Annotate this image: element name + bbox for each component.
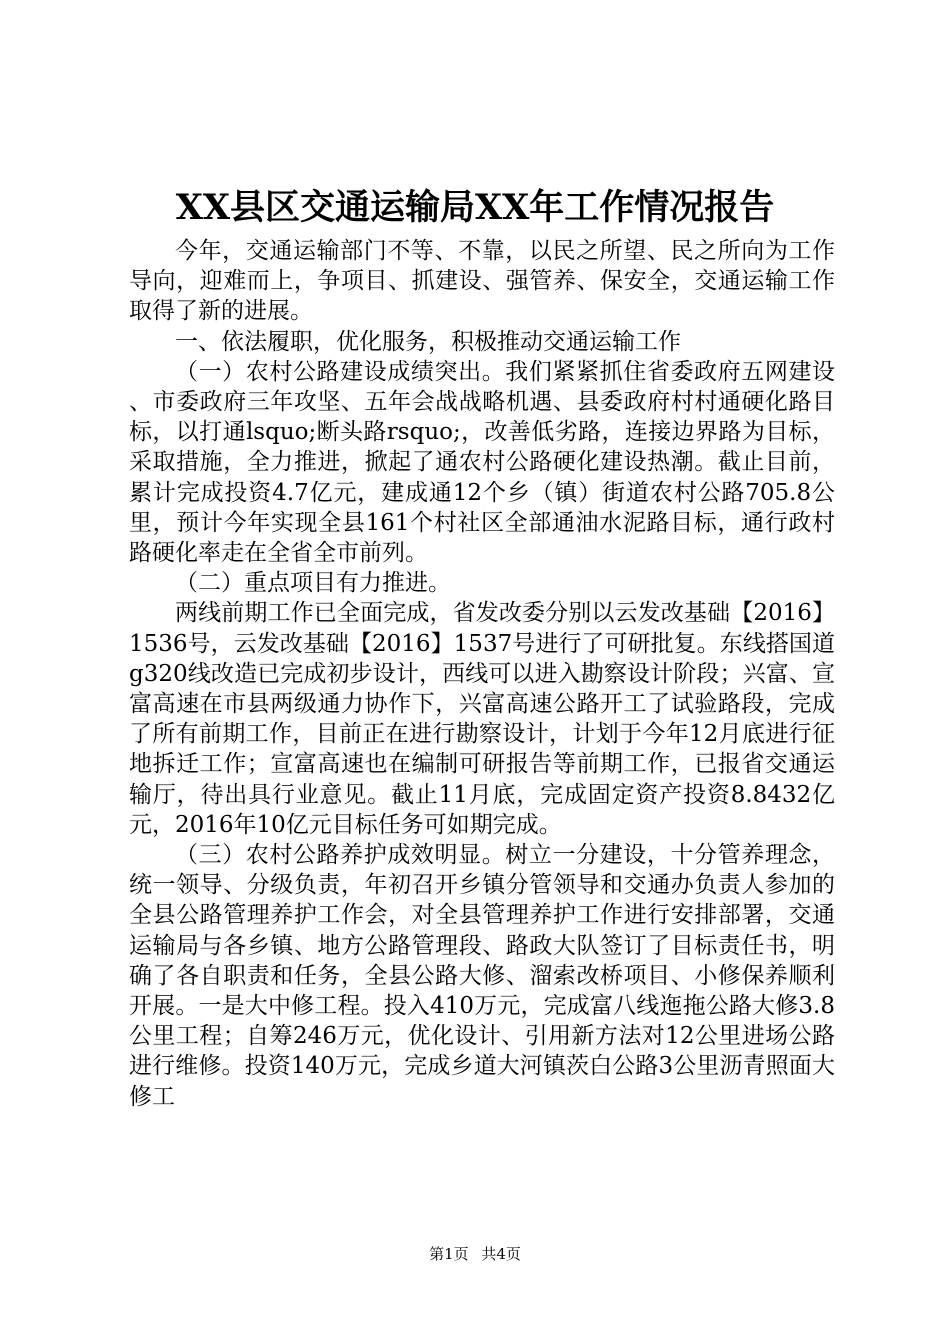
subheading-key-projects: （二）重点项目有力推进。	[175, 570, 451, 597]
paragraph-road-maintenance: （三）农村公路养护成效明显。树立一分建设，十分管养理念，统一领导、分级负责，年初召开乡镇分管领导和交通办负责人参加的全县公路管理养护工作会，对全县管理养护工作进行安排部署，交通运输局与各乡镇、地方公路管理段、路政大队签订了目标责任书，明确了各自职责和任务，全县公路大修、溜索改桥项目、小修保养顺利开展。一是大中修工程。投入410万元，完成富八线迤拖公路大修3.8公里工程；自筹246万元，优化设计、引用新方法对12公里进场公路进行维修。投资140万元，完成乡道大河镇茨白公路3公里沥青照面大修工	[129, 842, 835, 1110]
document-title: XX县区交通运输局XX年工作情况报告	[175, 187, 775, 228]
paragraph-rural-roads: （一）农村公路建设成绩突出。我们紧紧抓住省委政府五网建设、市委政府三年攻坚、五年会战战略机遇、县委政府村村通硬化路目标，以打通lsquo;断头路rsquo;，改善低劣路，连接边界路为目标，采取措施，全力推进，掀起了通农村公路硬化建设热潮。截止目前，累计完成投资4.7亿元，建成通12个乡（镇）街道农村公路705.8公里，预计今年实现全县161个村社区全部通油水泥路目标，通行政村路硬化率走在全省全市前列。	[129, 358, 835, 567]
page-number: 第1页	[429, 1245, 469, 1263]
page-footer	[0, 1244, 950, 1264]
section-heading-1: 一、依法履职，优化服务，积极推动交通运输工作	[175, 328, 681, 355]
document-body	[129, 236, 835, 1112]
paragraph-intro: 今年，交通运输部门不等、不靠，以民之所望、民之所向为工作导向，迎难而上，争项目、抓建设、强管养、保安全，交通运输工作取得了新的进展。	[129, 238, 835, 325]
page-total: 共4页	[481, 1245, 521, 1263]
paragraph-key-projects: 两线前期工作已全面完成，省发改委分别以云发改基础【2016】1536号，云发改基础【2016】1537号进行了可研批复。东线搭国道g320线改造已完成初步设计，西线可以进入勘察设计阶段；兴富、宣富高速在市县两级通力协作下，兴富高速公路开工了试验路段，完成了所有前期工作，目前正在进行勘察设计，计划于今年12月底进行征地拆迁工作；宣富高速也在编制可研报告等前期工作，已报省交通运输厅，待出具行业意见。截止11月底，完成固定资产投资8.8432亿元，2016年10亿元目标任务可如期完成。	[129, 600, 835, 838]
